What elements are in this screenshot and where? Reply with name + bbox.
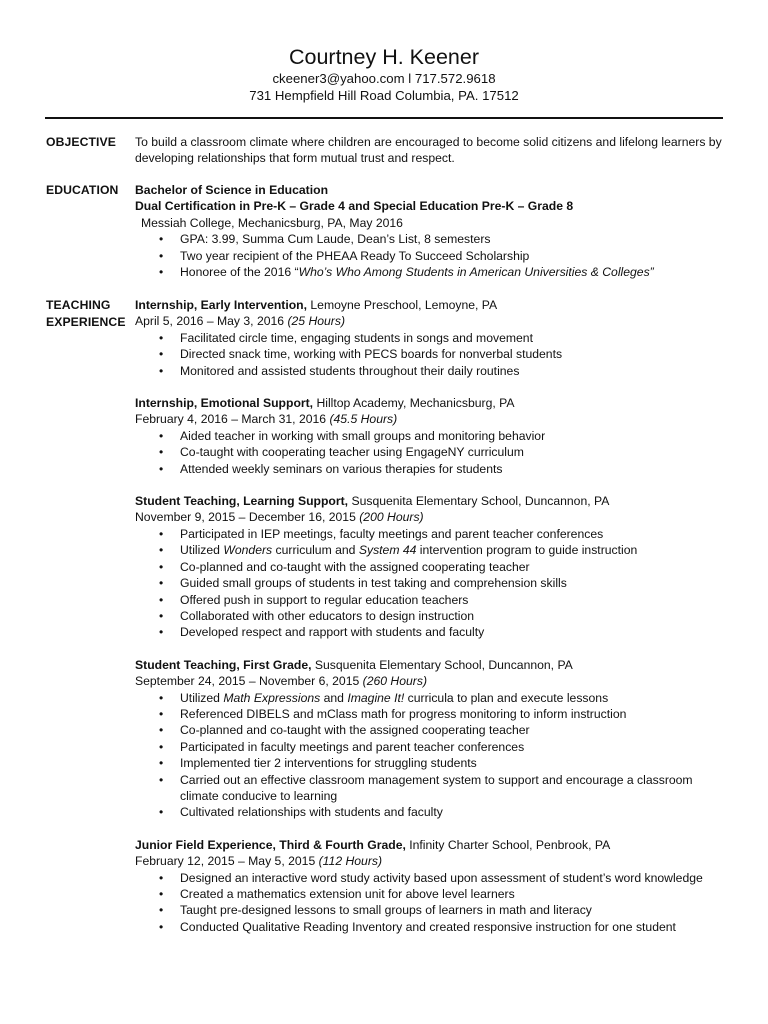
candidate-name: Courtney H. Keener bbox=[288, 45, 479, 69]
list-item: • Attended weekly seminars on various therapies for students bbox=[135, 461, 725, 477]
list-item: • Carried out an effective classroom management system to support and encourage a classroom climate conducive to learning bbox=[135, 772, 725, 805]
text-segment: curricula to plan and execute lessons bbox=[404, 690, 609, 705]
date-range: September 24, 2015 – November 6, 2015 bbox=[135, 674, 363, 689]
hours: (200 Hours) bbox=[359, 510, 424, 525]
job-entry bbox=[135, 657, 725, 821]
job-title bbox=[135, 493, 725, 509]
text-segment: curriculum and bbox=[272, 543, 359, 558]
job-bullets bbox=[135, 526, 725, 641]
education-label: EDUCATION bbox=[46, 183, 119, 197]
text-segment: Utilized bbox=[180, 543, 224, 558]
education-body bbox=[135, 182, 725, 280]
list-item: • Co-planned and co-taught with the assigned cooperating teacher bbox=[135, 722, 725, 738]
date-range: February 4, 2016 – March 31, 2016 bbox=[135, 412, 330, 427]
certification: Dual Certification in Pre-K – Grade 4 and Special Education Pre-K – Grade 8 bbox=[135, 199, 574, 214]
list-item: • Designed an interactive word study activity based upon assessment of student’s word knowledge bbox=[135, 870, 725, 886]
list-item bbox=[135, 264, 725, 280]
objective-label: OBJECTIVE bbox=[46, 135, 116, 149]
list-item: • Co-planned and co-taught with the assigned cooperating teacher bbox=[135, 559, 725, 575]
list-item: • Conducted Qualitative Reading Inventory and created responsive instruction for one student bbox=[135, 919, 725, 935]
list-item bbox=[135, 690, 725, 706]
job-role: Student Teaching, Learning Support, bbox=[135, 494, 349, 509]
date-range: February 12, 2015 – May 5, 2015 bbox=[135, 854, 319, 869]
date-range: November 9, 2015 – December 16, 2015 bbox=[135, 510, 360, 525]
contact-info: ckeener3@yahoo.com l 717.572.9618 bbox=[272, 71, 496, 86]
list-item: • Aided teacher in working with small groups and monitoring behavior bbox=[135, 428, 725, 444]
job-dates bbox=[135, 313, 725, 329]
list-item: • Referenced DIBELS and mClass math for progress monitoring to inform instruction bbox=[135, 706, 725, 722]
job-bullets bbox=[135, 870, 725, 936]
list-item: • Participated in faculty meetings and parent teacher conferences bbox=[135, 739, 725, 755]
education-bullets bbox=[135, 231, 725, 280]
mailing-address: 731 Hempfield Hill Road Columbia, PA. 17512 bbox=[249, 88, 519, 103]
job-bullets bbox=[135, 428, 725, 477]
experience-body bbox=[135, 297, 725, 951]
job-place: Susquenita Elementary School, Duncannon, PA bbox=[348, 494, 610, 509]
program-name: System 44 bbox=[358, 543, 417, 558]
experience-label-line2: EXPERIENCE bbox=[46, 314, 126, 329]
job-title bbox=[135, 395, 725, 411]
text-segment: Utilized bbox=[180, 690, 224, 705]
list-item: • Guided small groups of students in test taking and comprehension skills bbox=[135, 575, 725, 591]
objective-text: To build a classroom climate where children are encouraged to become solid citizens and lifelong learners by developing relationships that form mutual trust and respect. bbox=[135, 135, 722, 166]
list-item: • Cultivated relationships with students and faculty bbox=[135, 804, 725, 820]
list-item: • Facilitated circle time, engaging students in songs and movement bbox=[135, 330, 725, 346]
job-role: Junior Field Experience, Third & Fourth Grade, bbox=[135, 837, 406, 852]
job-role: Internship, Emotional Support, bbox=[135, 396, 314, 411]
hours: (260 Hours) bbox=[362, 674, 428, 689]
list-item: • Directed snack time, working with PECS boards for nonverbal students bbox=[135, 346, 725, 362]
experience-label bbox=[46, 297, 126, 330]
school-info: Messiah College, Mechanicsburg, PA, May 2016 bbox=[141, 215, 403, 230]
job-dates bbox=[135, 509, 725, 525]
job-title bbox=[135, 657, 725, 673]
job-place: Lemoyne Preschool, Lemoyne, PA bbox=[307, 298, 498, 312]
hours: (25 Hours) bbox=[287, 314, 346, 329]
hours: (112 Hours) bbox=[318, 854, 383, 869]
experience-label-line1: TEACHING bbox=[46, 298, 111, 312]
list-item: • Monitored and assisted students throughout their daily routines bbox=[135, 363, 725, 379]
job-place: Susquenita Elementary School, Duncannon, PA bbox=[311, 657, 573, 672]
job-title bbox=[135, 297, 725, 313]
list-item: • Collaborated with other educators to design instruction bbox=[135, 608, 725, 624]
honoree-title: Who’s Who Among Students in American Universities & Colleges” bbox=[298, 265, 654, 280]
objective-body bbox=[135, 134, 725, 167]
list-item: • GPA: 3.99, Summa Cum Laude, Dean’s List, 8 semesters bbox=[135, 231, 725, 247]
list-item: • Offered push in support to regular education teachers bbox=[135, 592, 725, 608]
curriculum-name: Wonders bbox=[223, 543, 273, 558]
job-place: Hilltop Academy, Mechanicsburg, PA bbox=[313, 396, 515, 411]
degree-title: Bachelor of Science in Education bbox=[135, 183, 329, 197]
job-role: Student Teaching, First Grade, bbox=[135, 657, 312, 672]
job-role: Internship, Early Intervention, bbox=[135, 298, 308, 312]
job-entry bbox=[135, 837, 725, 935]
list-item: • Created a mathematics extension unit for above level learners bbox=[135, 886, 725, 902]
job-entry bbox=[135, 395, 725, 477]
text-segment: intervention program to guide instruction bbox=[416, 543, 638, 558]
resume-header bbox=[0, 44, 768, 104]
job-entry bbox=[135, 493, 725, 641]
job-bullets bbox=[135, 330, 725, 379]
job-place: Infinity Charter School, Penbrook, PA bbox=[405, 837, 611, 852]
job-bullets bbox=[135, 690, 725, 821]
list-item: • Taught pre-designed lessons to small groups of learners in math and literacy bbox=[135, 902, 725, 918]
list-item: • Co-taught with cooperating teacher using EngageNY curriculum bbox=[135, 444, 725, 460]
job-dates bbox=[135, 411, 725, 427]
list-item bbox=[135, 542, 725, 558]
job-entry bbox=[135, 297, 725, 379]
job-dates bbox=[135, 853, 725, 869]
list-item: • Two year recipient of the PHEAA Ready To Succeed Scholarship bbox=[135, 248, 725, 264]
text-segment: and bbox=[320, 690, 348, 705]
honoree-prefix: Honoree of the 2016 “ bbox=[180, 265, 299, 280]
curriculum-name: Math Expressions bbox=[223, 690, 321, 705]
curriculum-name: Imagine It! bbox=[347, 690, 405, 705]
header-divider bbox=[45, 117, 723, 119]
job-title bbox=[135, 837, 725, 853]
hours: (45.5 Hours) bbox=[329, 412, 398, 427]
list-item: • Implemented tier 2 interventions for struggling students bbox=[135, 755, 725, 771]
job-dates bbox=[135, 673, 725, 689]
list-item: • Participated in IEP meetings, faculty meetings and parent teacher conferences bbox=[135, 526, 725, 542]
list-item: • Developed respect and rapport with students and faculty bbox=[135, 624, 725, 640]
date-range: April 5, 2016 – May 3, 2016 bbox=[135, 314, 288, 329]
